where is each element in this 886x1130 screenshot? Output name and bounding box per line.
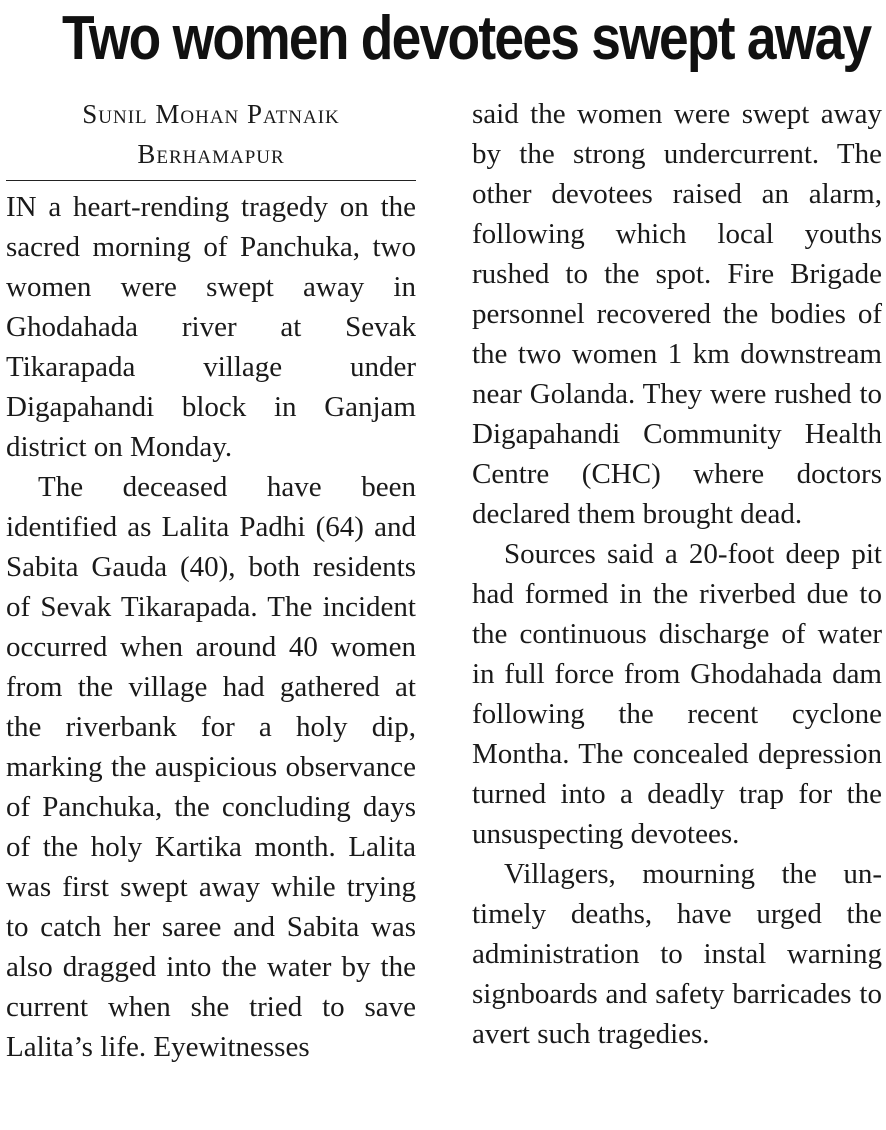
- byline: [6, 94, 416, 174]
- byline-location: Berhamapur: [137, 139, 285, 169]
- article-paragraph-2: The deceased have been identified as Lalita Padhi (64) and Sabita Gauda (40), both residents of Sevak Tikarapada. The incident occurred when around 40 women from the village had gathered at the riverbank for a holy dip, marking the auspicious observance of Panchuka, the concluding days of the holy Kartika month. Lalita was first swept away while trying to catch her saree and Sabita was also dragged into the water by the current when she tried to save Lalita’s life. Eyewitnesses: [6, 471, 416, 1063]
- column-left: [6, 94, 416, 1067]
- article-paragraph-3: said the women were swept away by the strong undercurrent. The other devotees raised an alarm, following which local youths rushed to the spot. Fire Brigade personnel recovered the bodies of the two women 1 km downstream near Golanda. They were rushed to Digapahandi Community Health Centre (CHC) where doctors declared them brought dead.: [472, 98, 882, 530]
- column-right: [472, 94, 882, 1054]
- byline-divider: [6, 180, 416, 181]
- headline: Two women devotees swept away: [62, 4, 871, 73]
- article-paragraph-5: Villagers, mourning the untimely deaths, have urged the administration to instal warning signboards and safety barricades to avert such tragedies.: [472, 858, 882, 1050]
- byline-author: Sunil Mohan Patnaik: [82, 99, 340, 129]
- article-paragraph-4: Sources said a 20-foot deep pit had formed in the riverbed due to the continuous discharge of water in full force from Ghodahada dam following the recent cyclone Montha. The concealed depression turned into a deadly trap for the unsuspecting devotees.: [472, 538, 882, 850]
- article-paragraph-1: IN a heart-rending tragedy on the sacred morning of Panchuka, two women were swept away in Ghodahada river at Sevak Tikarapada village under Digapahandi block in Ganjam district on Monday.: [6, 191, 416, 463]
